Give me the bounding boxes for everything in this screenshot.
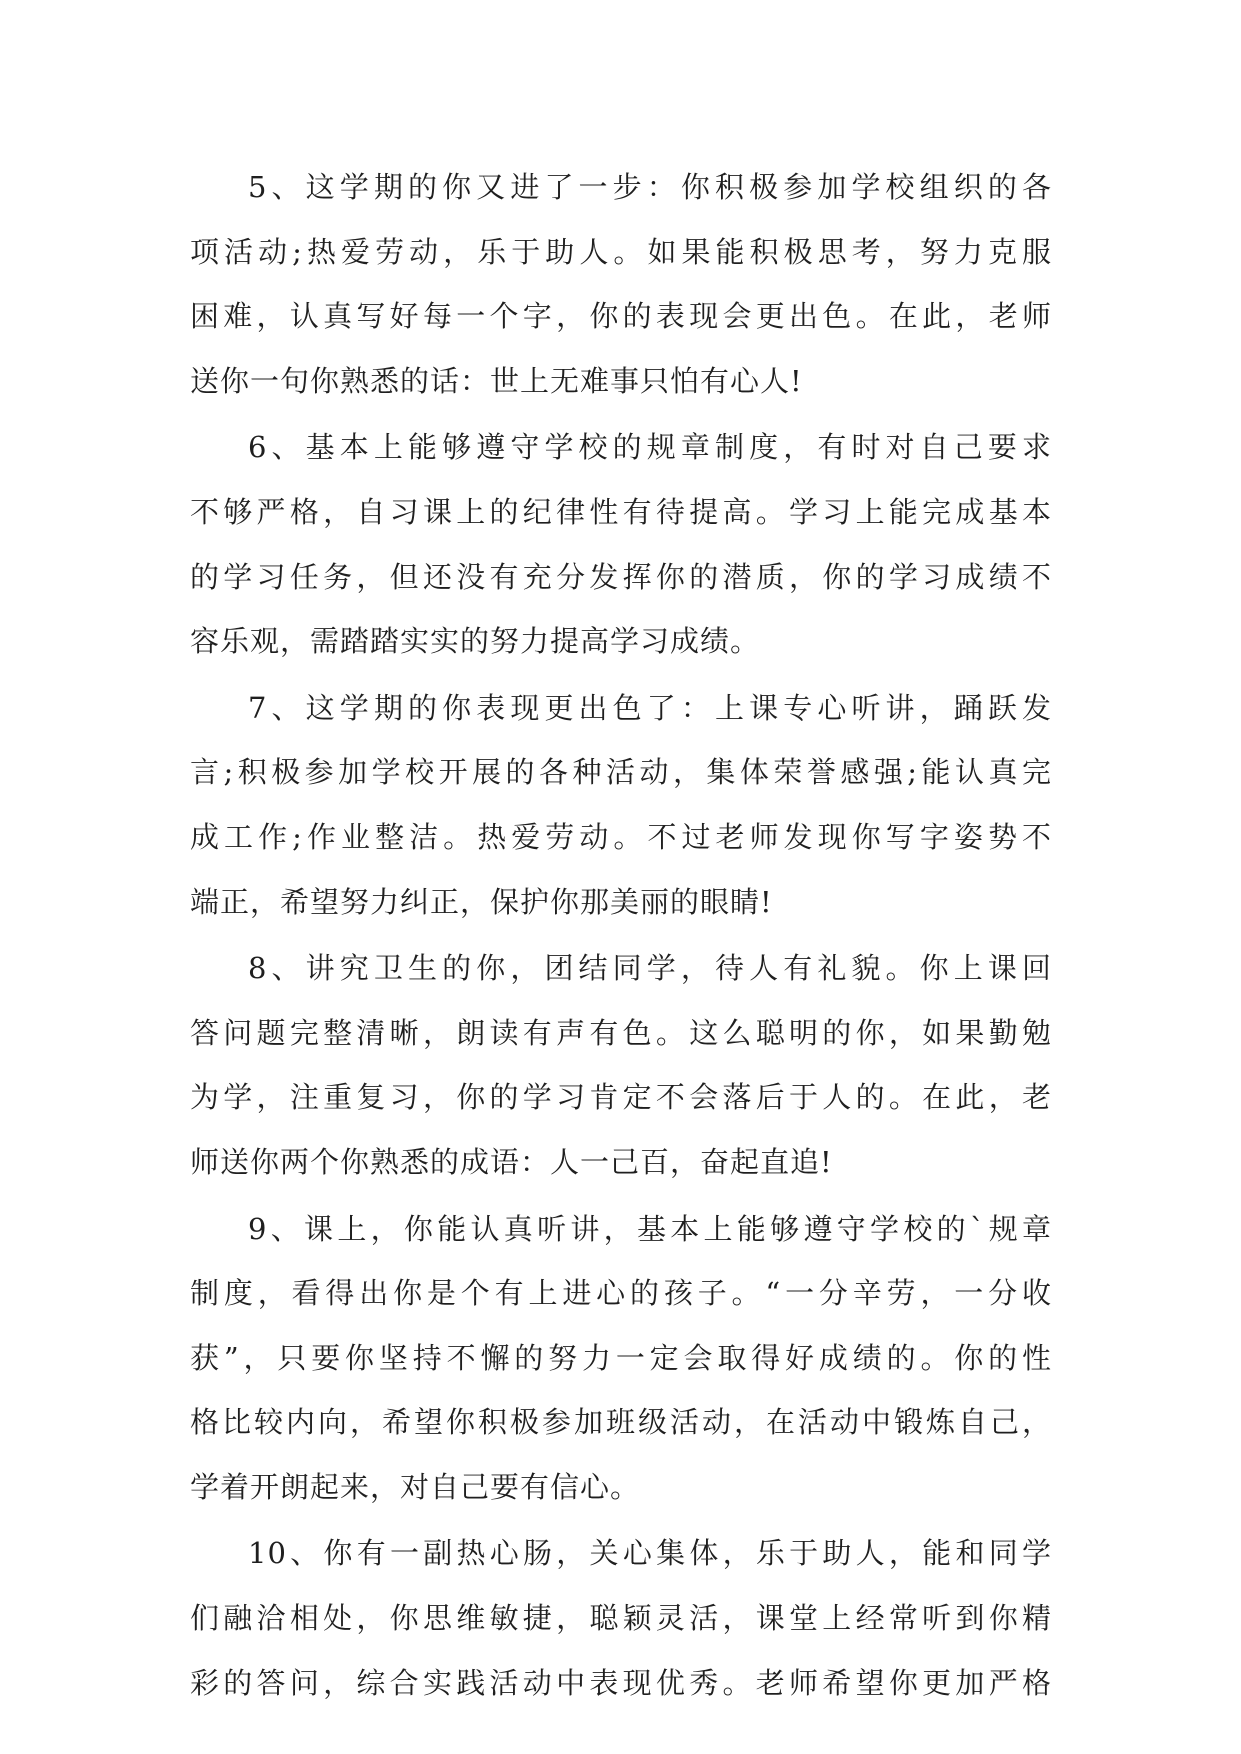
paragraph-line: 答问题完整清晰，朗读有声有色。这么聪明的你，如果勤勉 bbox=[190, 1015, 1052, 1050]
paragraph-line: 成工作;作业整洁。热爱劳动。不过老师发现你写字姿势不 bbox=[190, 819, 1052, 854]
paragraph-5 bbox=[190, 155, 1052, 413]
paragraph-line: 困难，认真写好每一个字，你的表现会更出色。在此，老师 bbox=[190, 299, 1052, 334]
paragraph-line: 师送你两个你熟悉的成语：人一己百，奋起直追! bbox=[190, 1144, 833, 1179]
paragraph-line: 的学习任务，但还没有充分发挥你的潜质，你的学习成绩不 bbox=[190, 559, 1052, 594]
paragraph-8 bbox=[190, 936, 1052, 1194]
paragraph-line: 端正，希望努力纠正，保护你那美丽的眼睛! bbox=[190, 884, 773, 919]
paragraph-7 bbox=[190, 676, 1052, 934]
paragraph-line: 不够严格，自习课上的纪律性有待提高。学习上能完成基本 bbox=[190, 494, 1052, 529]
paragraph-line: 6、基本上能够遵守学校的规章制度，有时对自己要求 bbox=[248, 430, 1052, 465]
paragraph-line: 制度，看得出你是个有上进心的孩子。“一分辛劳，一分收 bbox=[190, 1276, 1052, 1311]
paragraph-line: 们融洽相处，你思维敏捷，聪颖灵活，课堂上经常听到你精 bbox=[190, 1601, 1052, 1636]
paragraph-line: 7、这学期的你表现更出色了：上课专心听讲，踊跃发 bbox=[248, 690, 1052, 725]
paragraph-line: 10、你有一副热心肠，关心集体，乐于助人，能和同学 bbox=[248, 1536, 1052, 1571]
document-body bbox=[190, 155, 1052, 1717]
paragraph-10 bbox=[190, 1521, 1052, 1715]
paragraph-line: 格比较内向，希望你积极参加班级活动，在活动中锻炼自己， bbox=[190, 1405, 1052, 1440]
paragraph-line: 为学，注重复习，你的学习肯定不会落后于人的。在此，老 bbox=[190, 1080, 1052, 1115]
paragraph-line: 送你一句你熟悉的话：世上无难事只怕有心人! bbox=[190, 363, 803, 398]
paragraph-line: 言;积极参加学校开展的各种活动，集体荣誉感强;能认真完 bbox=[190, 755, 1052, 790]
paragraph-9 bbox=[190, 1197, 1052, 1520]
paragraph-line: 项活动;热爱劳动，乐于助人。如果能积极思考，努力克服 bbox=[190, 234, 1052, 269]
paragraph-line: 学着开朗起来，对自己要有信心。 bbox=[190, 1469, 641, 1504]
paragraph-line: 容乐观，需踏踏实实的努力提高学习成绩。 bbox=[190, 624, 761, 659]
paragraph-line: 5、这学期的你又进了一步：你积极参加学校组织的各 bbox=[248, 170, 1052, 204]
paragraph-line: 彩的答问，综合实践活动中表现优秀。老师希望你更加严格 bbox=[190, 1665, 1052, 1700]
paragraph-line: 获”，只要你坚持不懈的努力一定会取得好成绩的。你的性 bbox=[190, 1340, 1052, 1375]
paragraph-6 bbox=[190, 415, 1052, 673]
paragraph-line: 9、课上，你能认真听讲，基本上能够遵守学校的`规章 bbox=[248, 1211, 1052, 1246]
paragraph-line: 8、讲究卫生的你，团结同学，待人有礼貌。你上课回 bbox=[248, 951, 1052, 986]
